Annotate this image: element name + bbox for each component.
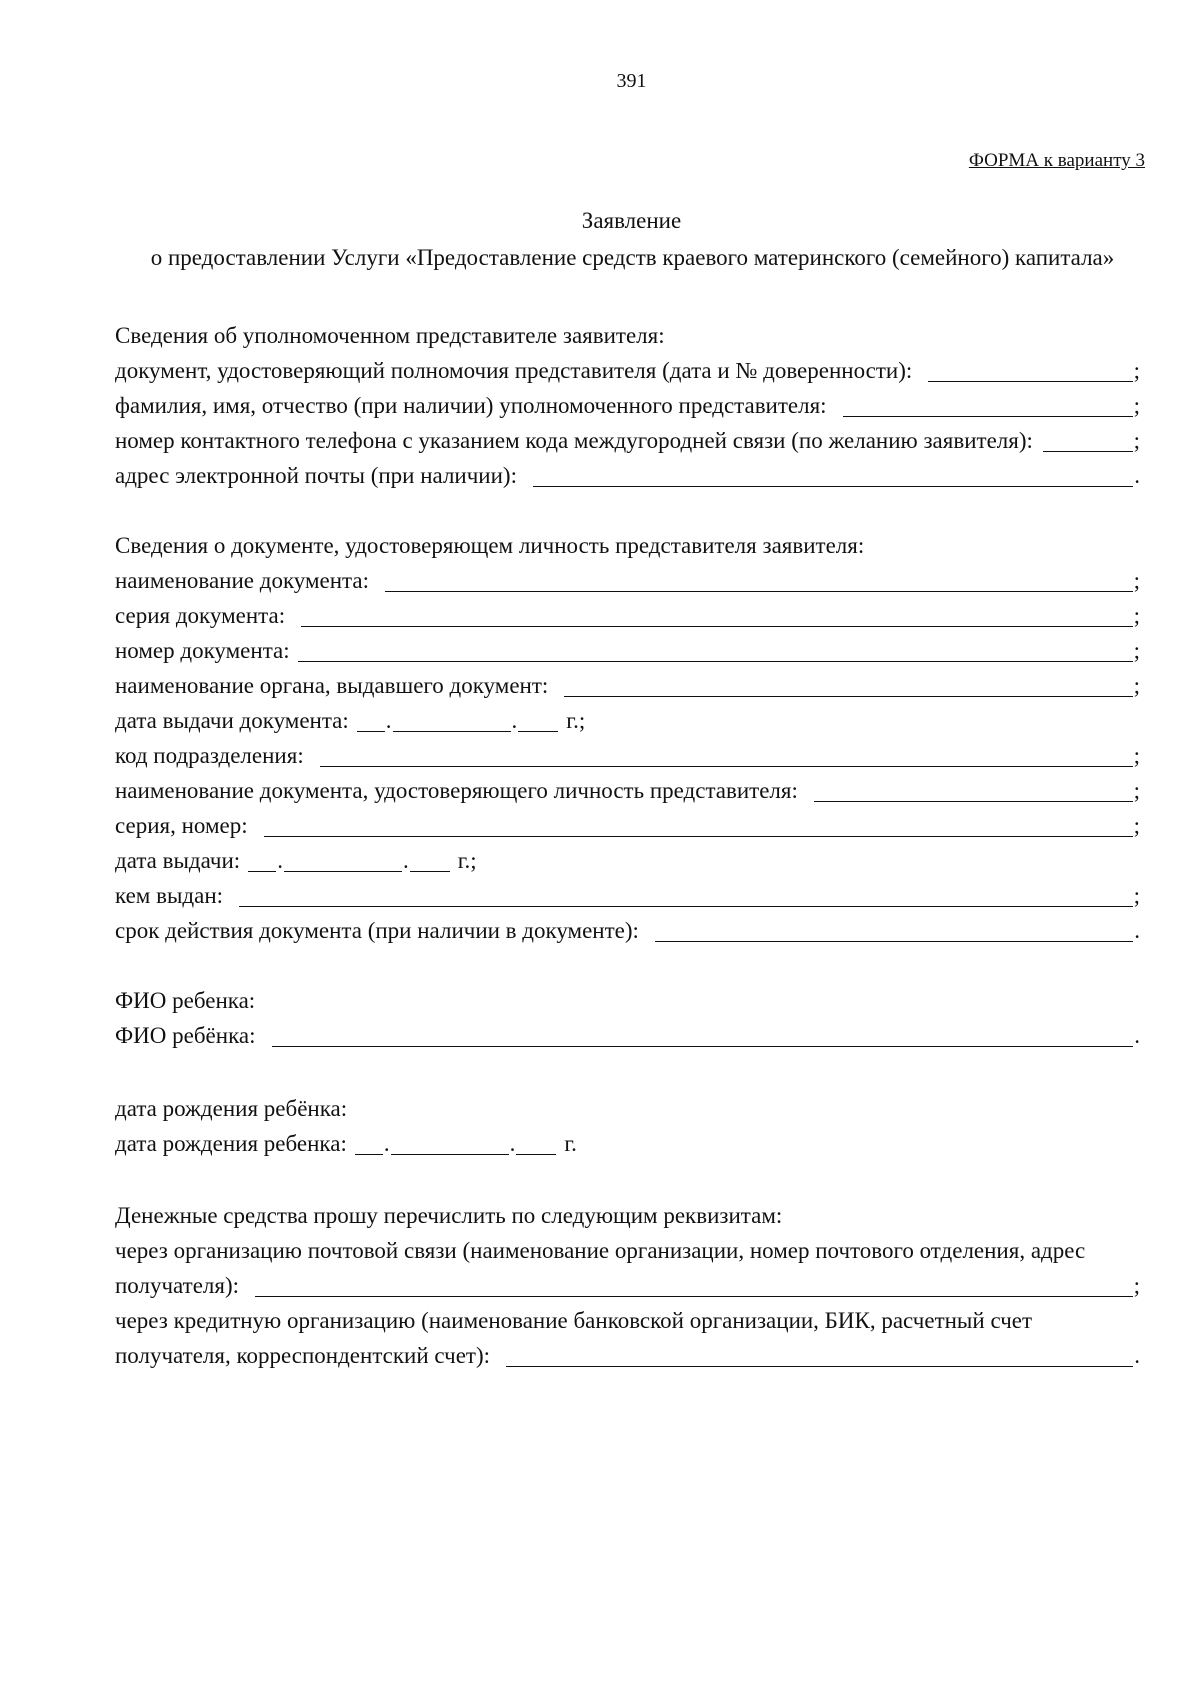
iddoc-rep-doc-label: наименование документа, удостоверяющего личность представителя: xyxy=(115,778,798,803)
iddoc-issued-by-row: кем выдан: ; xyxy=(115,880,1140,912)
payment-post-line1: через организацию почтовой связи (наименование организации, номер почтового отделения, адрес xyxy=(115,1238,1086,1263)
iddoc-series-number-row: серия, номер: ; xyxy=(115,810,1140,842)
dob-day-field[interactable] xyxy=(355,1130,383,1155)
iddoc-series-row: серия документа: ; xyxy=(115,600,1140,632)
iddoc-rep-doc-row: наименование документа, удостоверяющего личность представителя: ; xyxy=(115,775,1140,807)
document-subtitle: о предоставлении Услуги «Предоставление средств краевого материнского (семейного) капитала» xyxy=(150,245,1115,270)
iddoc-series-field[interactable] xyxy=(301,602,1133,627)
form-reference: ФОРМА к варианту 3 xyxy=(968,150,1145,171)
issue-year-field[interactable] xyxy=(518,707,558,732)
rep-phone-row: номер контактного телефона с указанием кода междугородней связи (по желанию заявителя): ; xyxy=(115,425,1140,457)
iddoc-subdivision-field[interactable] xyxy=(320,742,1133,767)
page-number: 391 xyxy=(616,70,647,92)
iddoc-issuer-row: наименование органа, выдавшего документ: ; xyxy=(115,670,1140,702)
iddoc-name-label: наименование документа: xyxy=(115,568,369,593)
issue2-month-field[interactable] xyxy=(284,847,402,872)
child-dob-row: дата рождения ребенка: . . г. xyxy=(115,1128,1140,1160)
child-section-heading: ФИО ребенка: xyxy=(115,988,256,1013)
rep-phone-label: номер контактного телефона с указанием кода междугородней связи (по желанию заявителя): xyxy=(115,428,1033,453)
iddoc-section-heading: Сведения о документе, удостоверяющем личность представителя заявителя: xyxy=(115,533,865,558)
iddoc-issue-date2-label: дата выдачи: xyxy=(115,848,241,873)
rep-fio-field[interactable] xyxy=(843,392,1133,417)
child-dob-label: дата рождения ребенка: xyxy=(115,1131,347,1156)
rep-doc-row: документ, удостоверяющий полномочия представителя (дата и № доверенности): ; xyxy=(115,355,1140,387)
child-dob-heading: дата рождения ребёнка: xyxy=(115,1096,348,1121)
child-fio-field[interactable] xyxy=(272,1022,1134,1047)
dob-year-field[interactable] xyxy=(516,1130,556,1155)
iddoc-issue-date-label: дата выдачи документа: xyxy=(115,708,349,733)
issue2-day-field[interactable] xyxy=(248,847,276,872)
iddoc-issue-date-row: дата выдачи документа: . . г.; xyxy=(115,705,1140,737)
issue2-year-field[interactable] xyxy=(410,847,450,872)
iddoc-number-field[interactable] xyxy=(298,637,1133,662)
rep-email-label: адрес электронной почты (при наличии): xyxy=(115,463,517,488)
rep-fio-row: фамилия, имя, отчество (при наличии) уполномоченного представителя: ; xyxy=(115,390,1140,422)
iddoc-issued-by-field[interactable] xyxy=(239,882,1133,907)
payment-post-label: получателя): xyxy=(115,1273,240,1298)
payment-bank-label: получателя, корреспондентский счет): xyxy=(115,1343,491,1368)
iddoc-name-field[interactable] xyxy=(385,567,1133,592)
payment-bank-row: получателя, корреспондентский счет): . xyxy=(115,1340,1140,1372)
iddoc-name-row: наименование документа: ; xyxy=(115,565,1140,597)
iddoc-validity-label: срок действия документа (при наличии в документе): xyxy=(115,918,639,943)
iddoc-validity-row: срок действия документа (при наличии в документе): . xyxy=(115,915,1140,947)
payment-section-heading: Денежные средства прошу перечислить по следующим реквизитам: xyxy=(115,1203,783,1228)
iddoc-series-number-label: серия, номер: xyxy=(115,813,248,838)
iddoc-series-label: серия документа: xyxy=(115,603,286,628)
iddoc-number-label: номер документа: xyxy=(115,638,290,663)
rep-doc-label: документ, удостоверяющий полномочия представителя (дата и № доверенности): xyxy=(115,358,913,383)
rep-section-heading: Сведения об уполномоченном представителе заявителя: xyxy=(115,323,665,348)
rep-doc-field[interactable] xyxy=(928,357,1132,382)
iddoc-number-row: номер документа: ; xyxy=(115,635,1140,667)
issue-month-field[interactable] xyxy=(393,707,511,732)
iddoc-issued-by-label: кем выдан: xyxy=(115,883,224,908)
iddoc-issue-date2-row: дата выдачи: . . г.; xyxy=(115,845,1140,877)
issue-day-field[interactable] xyxy=(357,707,385,732)
payment-bank-field[interactable] xyxy=(506,1342,1133,1367)
document-title: Заявление xyxy=(581,208,682,233)
rep-fio-label: фамилия, имя, отчество (при наличии) уполномоченного представителя: xyxy=(115,393,827,418)
iddoc-rep-doc-field[interactable] xyxy=(814,777,1133,802)
iddoc-validity-field[interactable] xyxy=(655,917,1133,942)
payment-post-row: получателя): ; xyxy=(115,1270,1140,1302)
child-fio-row: ФИО ребёнка: . xyxy=(115,1020,1140,1052)
payment-bank-line1: через кредитную организацию (наименование банковской организации, БИК, расчетный счет xyxy=(115,1308,1033,1333)
payment-post-field[interactable] xyxy=(255,1272,1133,1297)
dob-month-field[interactable] xyxy=(391,1130,509,1155)
rep-phone-field[interactable] xyxy=(1043,427,1133,452)
iddoc-subdivision-label: код подразделения: xyxy=(115,743,304,768)
iddoc-issuer-field[interactable] xyxy=(564,672,1132,697)
rep-email-field[interactable] xyxy=(533,462,1133,487)
iddoc-series-number-field[interactable] xyxy=(264,812,1133,837)
rep-email-row: адрес электронной почты (при наличии): . xyxy=(115,460,1140,492)
child-fio-label: ФИО ребёнка: xyxy=(115,1023,256,1048)
iddoc-subdivision-row: код подразделения: ; xyxy=(115,740,1140,772)
iddoc-issuer-label: наименование органа, выдавшего документ: xyxy=(115,673,549,698)
